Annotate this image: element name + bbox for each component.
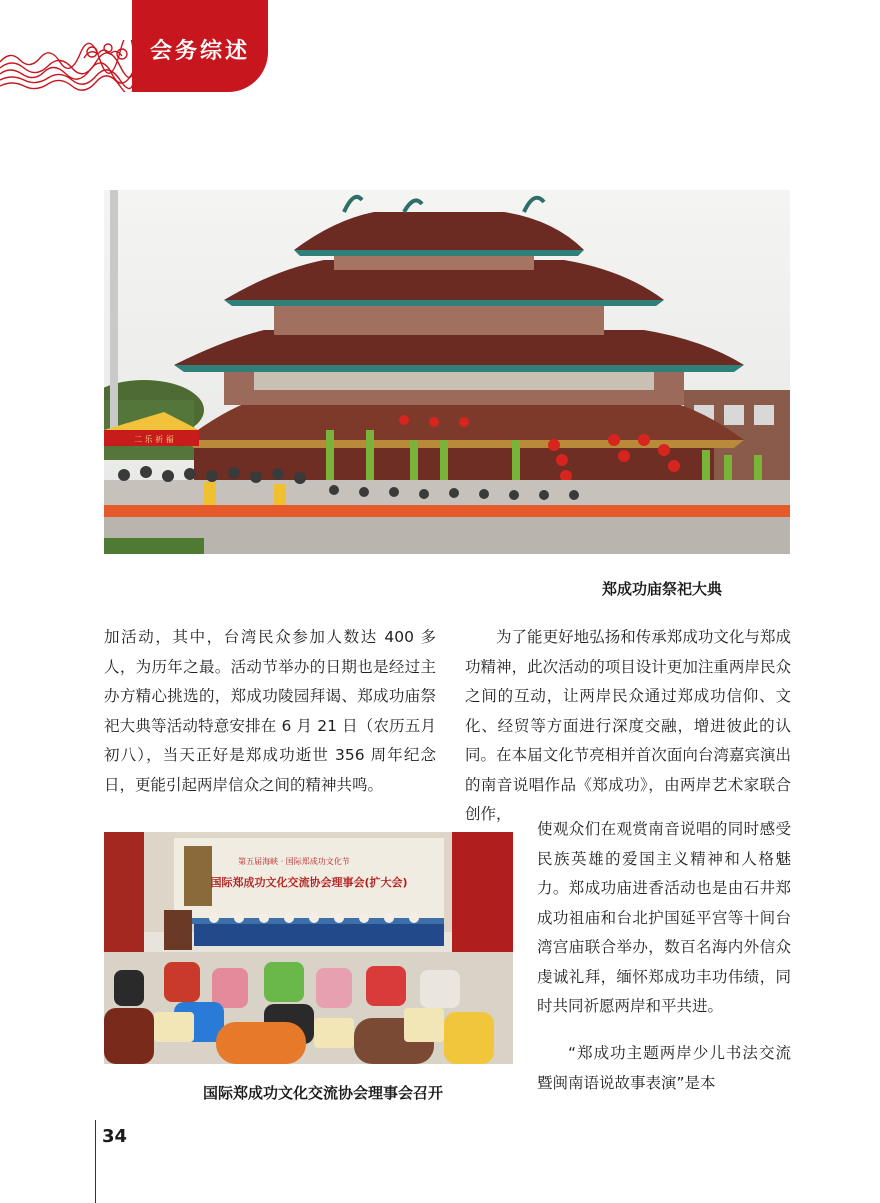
page-margin-rule bbox=[95, 1120, 96, 1203]
tent-banner-text: 二 乐 祈 福 bbox=[134, 435, 174, 444]
right-column-paragraph-2: “郑成功主题两岸少儿书法交流暨闽南语说故事表演”是本 bbox=[537, 1044, 791, 1092]
section-title: 会务综述 bbox=[150, 38, 251, 64]
temple-photo-caption: 郑成功庙祭祀大典 bbox=[602, 580, 723, 598]
left-column-paragraph: 加活动，其中，台湾民众参加人数达 400 多人，为历年之最。活动节举办的日期也是经过主办方精心挑选的，郑成功陵园拜谒、郑成功庙祭祀大典等活动特意安排在 6 月 21 日（农历五月初八），当天正好是郑成功逝世 356 周年纪念日，更能引起两岸信众之间的精神共鸣。 bbox=[104, 628, 436, 794]
meeting-photo bbox=[104, 832, 513, 1064]
right-column-paragraph-1: 为了能更好地弘扬和传承郑成功文化与郑成功精神，此次活动的项目设计更加注重两岸民众之间的互动，让两岸民众通过郑成功信仰、文化、经贸等方面进行深度交融，增进彼此的认同。在本届文化节亮相并首次面向台湾嘉宾演出的南音说唱作品《郑成功》，由两岸艺术家联合创作， bbox=[465, 628, 791, 823]
page-number: 34 bbox=[102, 1126, 128, 1147]
right-column-paragraph-1-continued: 使观众们在观赏南音说唱的同时感受民族英雄的爱国主义精神和人格魅力。郑成功庙进香活动也是由石井郑成功祖庙和台北护国延平宫等十间台湾宫庙联合举办，数百名海内外信众虔诚礼拜，缅怀郑成功丰功伟绩，同时共同祈愿两岸和平共进。 bbox=[537, 820, 791, 1015]
sea-wave-pattern-icon bbox=[0, 40, 134, 92]
meeting-banner-line-2: 国际郑成功文化交流协会理事会(扩大会) bbox=[210, 876, 408, 889]
meeting-photo-caption: 国际郑成功文化交流协会理事会召开 bbox=[203, 1084, 444, 1102]
temple-ceremony-photo bbox=[104, 190, 790, 554]
meeting-banner-line-1: 第五届海峡 · 国际郑成功文化节 bbox=[238, 857, 350, 866]
